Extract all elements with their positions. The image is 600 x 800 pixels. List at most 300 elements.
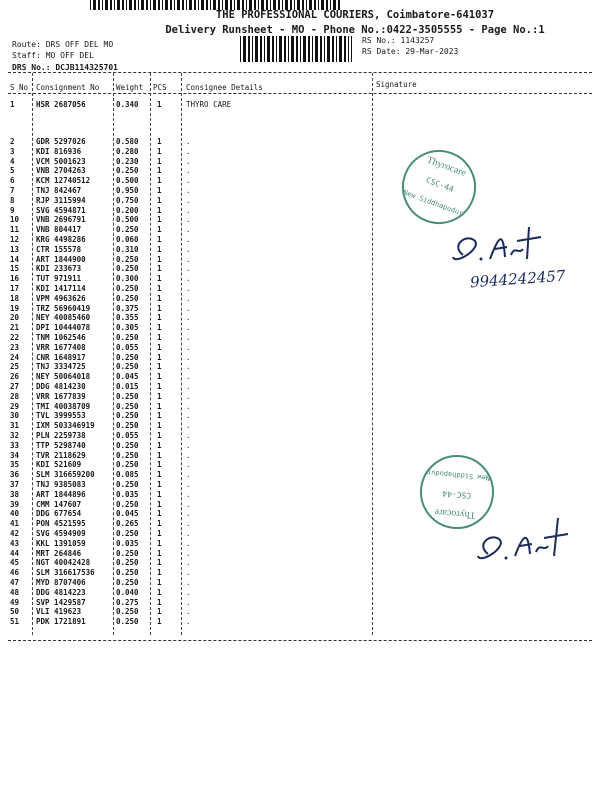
- table-bottom-rule: [8, 640, 592, 641]
- column-header-pcs: PCS: [153, 83, 167, 92]
- row-consignee: .: [186, 293, 191, 303]
- row-consignee: .: [186, 568, 191, 578]
- row-weight: 0.200: [116, 205, 139, 215]
- table-row: [0, 147, 600, 157]
- row-weight: 0.250: [116, 254, 139, 264]
- row-consignee: .: [186, 235, 191, 244]
- row-weight: 0.375: [116, 303, 139, 313]
- row-sno: 48: [10, 587, 20, 597]
- row-sno: 18: [10, 293, 20, 303]
- row-consignment-no: SLM 316617536: [36, 568, 95, 578]
- row-weight: 0.085: [116, 470, 139, 480]
- row-consignment-no: VRR 1677839: [36, 391, 86, 401]
- row-consignee: .: [186, 186, 191, 195]
- row-consignee: .: [186, 499, 191, 509]
- row-weight: 0.250: [116, 166, 139, 176]
- row-consignment-no: KDI 233673: [36, 264, 82, 274]
- row-consignment-no: VLI 419623: [36, 607, 82, 617]
- row-weight: 0.250: [116, 450, 139, 460]
- signature-1: [445, 215, 555, 275]
- row-weight: 0.250: [116, 440, 139, 450]
- column-header-consignee: Consignee Details: [186, 83, 263, 92]
- row-consignment-no: TTP 5298740: [36, 440, 86, 450]
- row-consignment-no: CMM 147607: [36, 499, 82, 509]
- row-consignee: .: [186, 284, 191, 293]
- row-consignment-no: VNB 2696791: [36, 215, 86, 225]
- row-sno: 28: [10, 391, 20, 401]
- table-row: [0, 196, 600, 206]
- row-pcs: 1: [157, 597, 162, 607]
- row-pcs: 1: [157, 411, 162, 421]
- row-consignee: .: [186, 578, 191, 587]
- row-consignee: .: [186, 391, 191, 401]
- row-consignment-no: DDG 677654: [36, 509, 82, 519]
- row-consignee: .: [186, 323, 191, 333]
- rs-date: RS Date: 29-Mar-2023: [362, 47, 459, 56]
- row-sno: 9: [10, 205, 15, 215]
- table-row: [0, 617, 600, 627]
- row-sno: 4: [10, 156, 15, 166]
- row-consignee: .: [186, 440, 191, 450]
- row-sno: 15: [10, 264, 20, 274]
- table-row: [0, 313, 600, 323]
- table-row: [0, 382, 600, 392]
- row-sno: 51: [10, 617, 20, 627]
- row-consignee: .: [186, 274, 191, 284]
- table-row: [0, 441, 600, 451]
- barcode-bar: [272, 36, 274, 62]
- row-consignment-no: TNJ 842467: [36, 186, 82, 195]
- row-consignee: .: [186, 607, 191, 617]
- column-header-signature: Signature: [376, 80, 417, 89]
- row-weight: 0.500: [116, 215, 139, 225]
- row-sno: 19: [10, 303, 20, 313]
- table-row: [0, 588, 600, 598]
- barcode-bar: [252, 36, 253, 62]
- row-consignee: .: [186, 303, 191, 313]
- row-consignment-no: ART 1844896: [36, 489, 86, 499]
- row-pcs: 1: [157, 558, 162, 568]
- row-consignee: .: [186, 156, 191, 166]
- row-sno: 23: [10, 342, 20, 352]
- row-consignment-no: VCM 5001623: [36, 156, 86, 166]
- row-pcs: 1: [157, 538, 162, 548]
- row-sno: 21: [10, 323, 20, 333]
- row-consignment-no: MYD 8707406: [36, 578, 86, 587]
- row-consignee: .: [186, 411, 191, 421]
- row-consignment-no: TMI 40038709: [36, 401, 91, 411]
- row-weight: 0.250: [116, 499, 139, 509]
- row-consignee: .: [186, 480, 191, 489]
- row-sno: 50: [10, 607, 20, 617]
- row-pcs: 1: [157, 146, 162, 156]
- row-pcs: 1: [157, 480, 162, 489]
- row-consignee: .: [186, 254, 191, 264]
- table-row: [0, 470, 600, 480]
- row-consignee: .: [186, 382, 191, 391]
- row-weight: 0.055: [116, 431, 139, 440]
- row-sno: 25: [10, 362, 20, 372]
- row-consignment-no: SVG 4594909: [36, 529, 86, 538]
- row-consignment-no: ART 1844900: [36, 254, 86, 264]
- row-consignment-no: PLN 2259738: [36, 431, 86, 440]
- row-weight: 0.250: [116, 529, 139, 538]
- row-consignment-no: NEY 40085460: [36, 313, 91, 323]
- table-row: [0, 362, 600, 372]
- row-sno: 47: [10, 578, 20, 587]
- row-consignment-no: DDG 4814230: [36, 382, 86, 391]
- rs-number: RS No.: 1143257: [362, 36, 435, 45]
- row-weight: 0.250: [116, 264, 139, 274]
- row-sno: 3: [10, 146, 15, 156]
- row-consignee: .: [186, 587, 191, 597]
- table-row: [0, 431, 600, 441]
- row-consignee: .: [186, 548, 191, 558]
- stamp-code: CSC-44: [424, 175, 455, 194]
- barcode-bar: [308, 36, 310, 62]
- row-consignee: .: [186, 460, 191, 470]
- row-consignee: .: [186, 519, 191, 529]
- table-row: [0, 186, 600, 196]
- row-consignee: .: [186, 372, 191, 382]
- row-consignment-no: TVR 2118629: [36, 450, 86, 460]
- row-pcs: 1: [157, 186, 162, 195]
- row-consignee: .: [186, 215, 191, 225]
- row-consignee: .: [186, 597, 191, 607]
- row-consignment-no: KDI 1417114: [36, 284, 86, 293]
- table-row: [0, 500, 600, 510]
- barcode-bar: [243, 36, 246, 62]
- table-row: [0, 304, 600, 314]
- row-weight: 0.265: [116, 519, 139, 529]
- row-consignment-no: GDR 5297026: [36, 137, 86, 146]
- row-weight: 0.250: [116, 421, 139, 431]
- row-weight: 0.250: [116, 225, 139, 235]
- barcode-bar: [279, 36, 282, 62]
- row-consignee: .: [186, 538, 191, 548]
- stamp-location: New Siddhapudur: [402, 188, 465, 218]
- row-pcs: 1: [157, 578, 162, 587]
- row-consignee: .: [186, 166, 191, 176]
- table-row: [0, 323, 600, 333]
- row-sno: 12: [10, 235, 20, 244]
- row-sno: 10: [10, 215, 20, 225]
- route-label: Route: DRS OFF DEL MO: [12, 40, 114, 49]
- row-weight: 0.250: [116, 293, 139, 303]
- row-sno: 43: [10, 538, 20, 548]
- barcode-bar: [324, 36, 325, 62]
- barcode-bar: [339, 36, 342, 62]
- row-sno: 39: [10, 499, 20, 509]
- row-pcs: 1: [157, 333, 162, 342]
- row-consignment-no: KRG 4498286: [36, 235, 86, 244]
- row-weight: 0.040: [116, 587, 139, 597]
- barcode-bar: [255, 36, 258, 62]
- row-pcs: 1: [157, 313, 162, 323]
- stamp-name: Thyrocare: [434, 506, 477, 521]
- row-consignee: .: [186, 401, 191, 411]
- row-consignee: .: [186, 558, 191, 568]
- row-sno: 36: [10, 470, 20, 480]
- row-consignment-no: HSR 2687056: [36, 100, 86, 109]
- row-sno: 24: [10, 352, 20, 362]
- row-weight: 0.250: [116, 568, 139, 578]
- column-header-consignment: Consignment No: [36, 83, 100, 92]
- row-pcs: 1: [157, 460, 162, 470]
- row-pcs: 1: [157, 264, 162, 274]
- row-consignment-no: TVL 3999553: [36, 411, 86, 421]
- row-consignment-no: TNJ 9385083: [36, 480, 86, 489]
- row-pcs: 1: [157, 254, 162, 264]
- header-rule-bottom: [8, 93, 592, 94]
- row-weight: 0.340: [116, 100, 139, 109]
- row-consignee: .: [186, 205, 191, 215]
- barcode-bar: [284, 36, 286, 62]
- row-sno: 41: [10, 519, 20, 529]
- table-row: [0, 157, 600, 167]
- row-consignment-no: VRR 1677408: [36, 342, 86, 352]
- row-consignment-no: NEY 50064018: [36, 372, 91, 382]
- row-sno: 6: [10, 176, 15, 186]
- table-row: [0, 392, 600, 402]
- table-row: [0, 460, 600, 470]
- page-title-runsheet: Delivery Runsheet - MO - Phone No.:0422-3505555 - Page No.:1: [165, 24, 545, 36]
- page-title-company: THE PROFESSIONAL COURIERS, Coimbatore-641037: [215, 9, 495, 21]
- row-consignment-no: DDG 4814223: [36, 587, 86, 597]
- row-sno: 17: [10, 284, 20, 293]
- row-pcs: 1: [157, 225, 162, 235]
- barcode-bar: [291, 36, 294, 62]
- row-pcs: 1: [157, 137, 162, 146]
- row-sno: 30: [10, 411, 20, 421]
- row-consignee: .: [186, 362, 191, 372]
- row-pcs: 1: [157, 499, 162, 509]
- row-weight: 0.280: [116, 146, 139, 156]
- row-sno: 32: [10, 431, 20, 440]
- row-pcs: 1: [157, 274, 162, 284]
- row-sno: 29: [10, 401, 20, 411]
- column-header-sno: S No: [10, 83, 29, 92]
- barcode-bar: [296, 36, 298, 62]
- row-pcs: 1: [157, 195, 162, 205]
- row-pcs: 1: [157, 401, 162, 411]
- row-pcs: 1: [157, 372, 162, 382]
- barcode-bar: [312, 36, 313, 62]
- barcode-bar: [248, 36, 250, 62]
- row-sno: 38: [10, 489, 20, 499]
- row-consignee: .: [186, 342, 191, 352]
- row-pcs: 1: [157, 382, 162, 391]
- column-header-weight: Weight: [116, 83, 144, 92]
- row-weight: 0.750: [116, 195, 139, 205]
- row-weight: 0.250: [116, 480, 139, 489]
- row-consignment-no: VNB 2704263: [36, 166, 86, 176]
- table-row: [0, 100, 600, 110]
- row-consignee: .: [186, 195, 191, 205]
- row-sno: 7: [10, 186, 15, 195]
- row-sno: 40: [10, 509, 20, 519]
- row-pcs: 1: [157, 509, 162, 519]
- row-weight: 0.305: [116, 323, 139, 333]
- barcode-bar: [332, 36, 334, 62]
- row-consignee: .: [186, 137, 191, 146]
- row-weight: 0.250: [116, 391, 139, 401]
- table-row: [0, 402, 600, 412]
- row-pcs: 1: [157, 421, 162, 431]
- row-weight: 0.015: [116, 382, 139, 391]
- barcode-bar: [276, 36, 277, 62]
- stamp-location: New Siddhapudur: [426, 468, 491, 482]
- row-weight: 0.250: [116, 578, 139, 587]
- row-sno: 33: [10, 440, 20, 450]
- row-consignment-no: VNB 804417: [36, 225, 82, 235]
- row-consignment-no: CNR 1648917: [36, 352, 86, 362]
- barcode-bar: [288, 36, 289, 62]
- row-sno: 37: [10, 480, 20, 489]
- row-weight: 0.250: [116, 460, 139, 470]
- row-pcs: 1: [157, 470, 162, 480]
- row-pcs: 1: [157, 391, 162, 401]
- row-consignee: THYRO CARE: [186, 100, 232, 109]
- barcode-bar: [315, 36, 318, 62]
- row-sno: 1: [10, 100, 15, 109]
- row-pcs: 1: [157, 587, 162, 597]
- table-row: [0, 451, 600, 461]
- row-consignment-no: IXM 503346919: [36, 421, 95, 431]
- table-row: [0, 353, 600, 363]
- row-consignment-no: TNM 1062546: [36, 333, 86, 342]
- row-consignee: .: [186, 225, 191, 235]
- row-pcs: 1: [157, 548, 162, 558]
- row-weight: 0.300: [116, 274, 139, 284]
- row-weight: 0.250: [116, 352, 139, 362]
- row-weight: 0.950: [116, 186, 139, 195]
- row-consignment-no: PON 4521595: [36, 519, 86, 529]
- row-sno: 5: [10, 166, 15, 176]
- row-consignment-no: TUT 971911: [36, 274, 82, 284]
- row-pcs: 1: [157, 323, 162, 333]
- row-consignee: .: [186, 529, 191, 538]
- row-pcs: 1: [157, 440, 162, 450]
- barcode-bar: [303, 36, 306, 62]
- row-consignment-no: KCM 12740512: [36, 176, 91, 186]
- row-pcs: 1: [157, 450, 162, 460]
- row-pcs: 1: [157, 244, 162, 254]
- row-sno: 26: [10, 372, 20, 382]
- barcode-bar: [300, 36, 301, 62]
- row-consignee: .: [186, 431, 191, 440]
- row-pcs: 1: [157, 489, 162, 499]
- row-pcs: 1: [157, 362, 162, 372]
- row-consignment-no: SLM 316659200: [36, 470, 95, 480]
- row-sno: 16: [10, 274, 20, 284]
- row-sno: 45: [10, 558, 20, 568]
- row-sno: 22: [10, 333, 20, 342]
- row-sno: 2: [10, 137, 15, 146]
- row-sno: 27: [10, 382, 20, 391]
- row-weight: 0.250: [116, 548, 139, 558]
- row-sno: 34: [10, 450, 20, 460]
- row-sno: 14: [10, 254, 20, 264]
- staff-label: Staff: MO OFF DEL: [12, 51, 94, 60]
- row-consignee: .: [186, 509, 191, 519]
- row-consignment-no: TRZ 56960419: [36, 303, 91, 313]
- row-consignment-no: TNJ 3334725: [36, 362, 86, 372]
- row-weight: 0.045: [116, 509, 139, 519]
- row-weight: 0.250: [116, 617, 139, 627]
- row-pcs: 1: [157, 284, 162, 293]
- row-consignee: .: [186, 313, 191, 323]
- row-consignee: .: [186, 264, 191, 274]
- row-pcs: 1: [157, 352, 162, 362]
- row-weight: 0.580: [116, 137, 139, 146]
- row-pcs: 1: [157, 617, 162, 627]
- row-pcs: 1: [157, 235, 162, 244]
- barcode-bar: [260, 36, 262, 62]
- row-consignment-no: KKL 1391059: [36, 538, 86, 548]
- table-row: [0, 411, 600, 421]
- signature-2: [470, 510, 580, 570]
- row-pcs: 1: [157, 342, 162, 352]
- barcode-bar: [327, 36, 330, 62]
- barcode-bar: [267, 36, 270, 62]
- drs-number: DRS No.: DCJB114325701: [12, 63, 118, 72]
- row-pcs: 1: [157, 293, 162, 303]
- row-consignee: .: [186, 176, 191, 186]
- row-weight: 0.310: [116, 244, 139, 254]
- table-row: [0, 176, 600, 186]
- barcode-bar: [344, 36, 346, 62]
- row-pcs: 1: [157, 166, 162, 176]
- table-row: [0, 607, 600, 617]
- row-weight: 0.250: [116, 333, 139, 342]
- row-pcs: 1: [157, 529, 162, 538]
- row-consignee: .: [186, 470, 191, 480]
- table-row: [0, 480, 600, 490]
- table-row: [0, 137, 600, 147]
- row-weight: 0.250: [116, 411, 139, 421]
- barcode-bar: [348, 36, 349, 62]
- row-pcs: 1: [157, 519, 162, 529]
- row-weight: 0.250: [116, 362, 139, 372]
- row-pcs: 1: [157, 607, 162, 617]
- barcode-bar: [240, 36, 241, 62]
- row-weight: 0.250: [116, 558, 139, 568]
- row-sno: 8: [10, 195, 15, 205]
- row-consignee: .: [186, 617, 191, 627]
- row-sno: 35: [10, 460, 20, 470]
- barcode-bar: [264, 36, 265, 62]
- row-consignment-no: CTR 155578: [36, 244, 82, 254]
- table-row: [0, 578, 600, 588]
- table-row: [0, 372, 600, 382]
- barcode-bar: [336, 36, 337, 62]
- row-consignment-no: SVP 1429587: [36, 597, 86, 607]
- header-rule-top: [8, 72, 592, 73]
- row-consignment-no: SVG 4594871: [36, 205, 86, 215]
- row-sno: 46: [10, 568, 20, 578]
- barcode-main: [240, 36, 352, 62]
- barcode-bar: [320, 36, 322, 62]
- row-sno: 49: [10, 597, 20, 607]
- row-weight: 0.250: [116, 401, 139, 411]
- table-row: [0, 421, 600, 431]
- row-pcs: 1: [157, 303, 162, 313]
- row-pcs: 1: [157, 431, 162, 440]
- row-consignment-no: KDI 816936: [36, 146, 82, 156]
- row-consignee: .: [186, 333, 191, 342]
- row-pcs: 1: [157, 100, 162, 109]
